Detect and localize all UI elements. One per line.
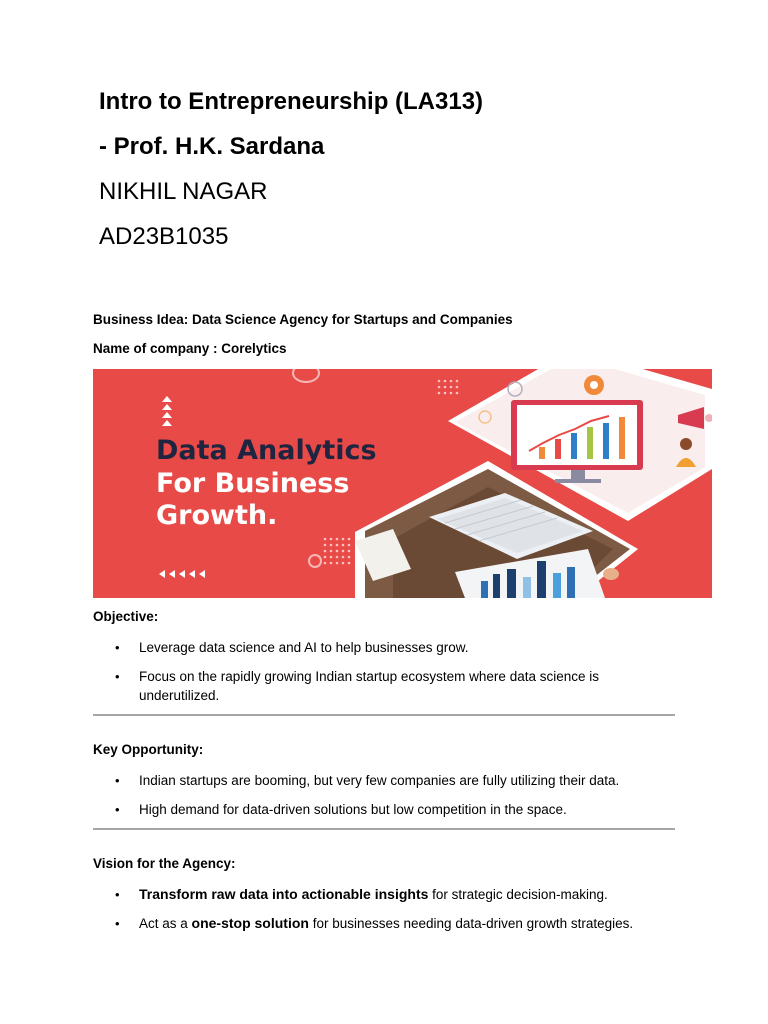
opportunity-list [115,771,675,819]
bullet-icon: • [115,773,120,788]
bullet-icon: • [115,640,120,655]
list-item [115,667,675,705]
opportunity-heading: Key Opportunity: [93,742,204,757]
vision-list [115,885,675,933]
banner-subheading-2: Growth. [156,500,278,531]
bullet-icon: • [115,802,120,817]
document-title: Intro to Entrepreneurship (LA313) [99,88,484,115]
vision-item-1-bold: Transform raw data into actionable insights [139,886,429,902]
divider [93,828,675,830]
banner-subheading-1: For Business [156,468,350,499]
objective-item-2: Focus on the rapidly growing Indian startup ecosystem where data science is underutilized. [139,669,599,703]
bullet-icon: • [115,916,120,931]
opportunity-item-1: Indian startups are booming, but very few companies are fully utilizing their data. [139,773,620,788]
list-item [115,771,675,790]
objective-list [115,638,675,705]
arrows-left-icon [159,570,205,578]
student-name: NIKHIL NAGAR [99,178,268,205]
student-id: AD23B1035 [99,223,229,250]
business-idea: Business Idea: Data Science Agency for Startups and Companies [93,312,513,327]
list-item [115,914,675,933]
gear-icon [584,375,604,395]
objective-heading: Objective: [93,609,159,624]
list-item [115,800,675,819]
vision-item-2-rest: for businesses needing data-driven growth strategies. [308,916,634,931]
objective-item-1: Leverage data science and AI to help businesses grow. [139,640,469,655]
opportunity-item-2: High demand for data-driven solutions but low competition in the space. [139,802,567,817]
professor-name: - Prof. H.K. Sardana [99,133,325,160]
banner-heading: Data Analytics [156,435,377,466]
company-name: Name of company : Corelytics [93,341,287,356]
banner-image [93,369,712,598]
vision-item-2-pre: Act as a [139,916,192,931]
vision-item-2-bold: one-stop solution [191,915,309,931]
vision-heading: Vision for the Agency: [93,856,236,871]
decor-circle-small [309,555,321,567]
bullet-icon: • [115,887,120,902]
divider [93,714,675,716]
list-item [115,885,675,904]
arrows-up-icon [162,396,172,426]
vision-item-1-rest: for strategic decision-making. [428,887,608,902]
list-item [115,638,675,657]
decor-circle [293,369,319,382]
bullet-icon: • [115,669,120,684]
hand-image [603,568,619,580]
